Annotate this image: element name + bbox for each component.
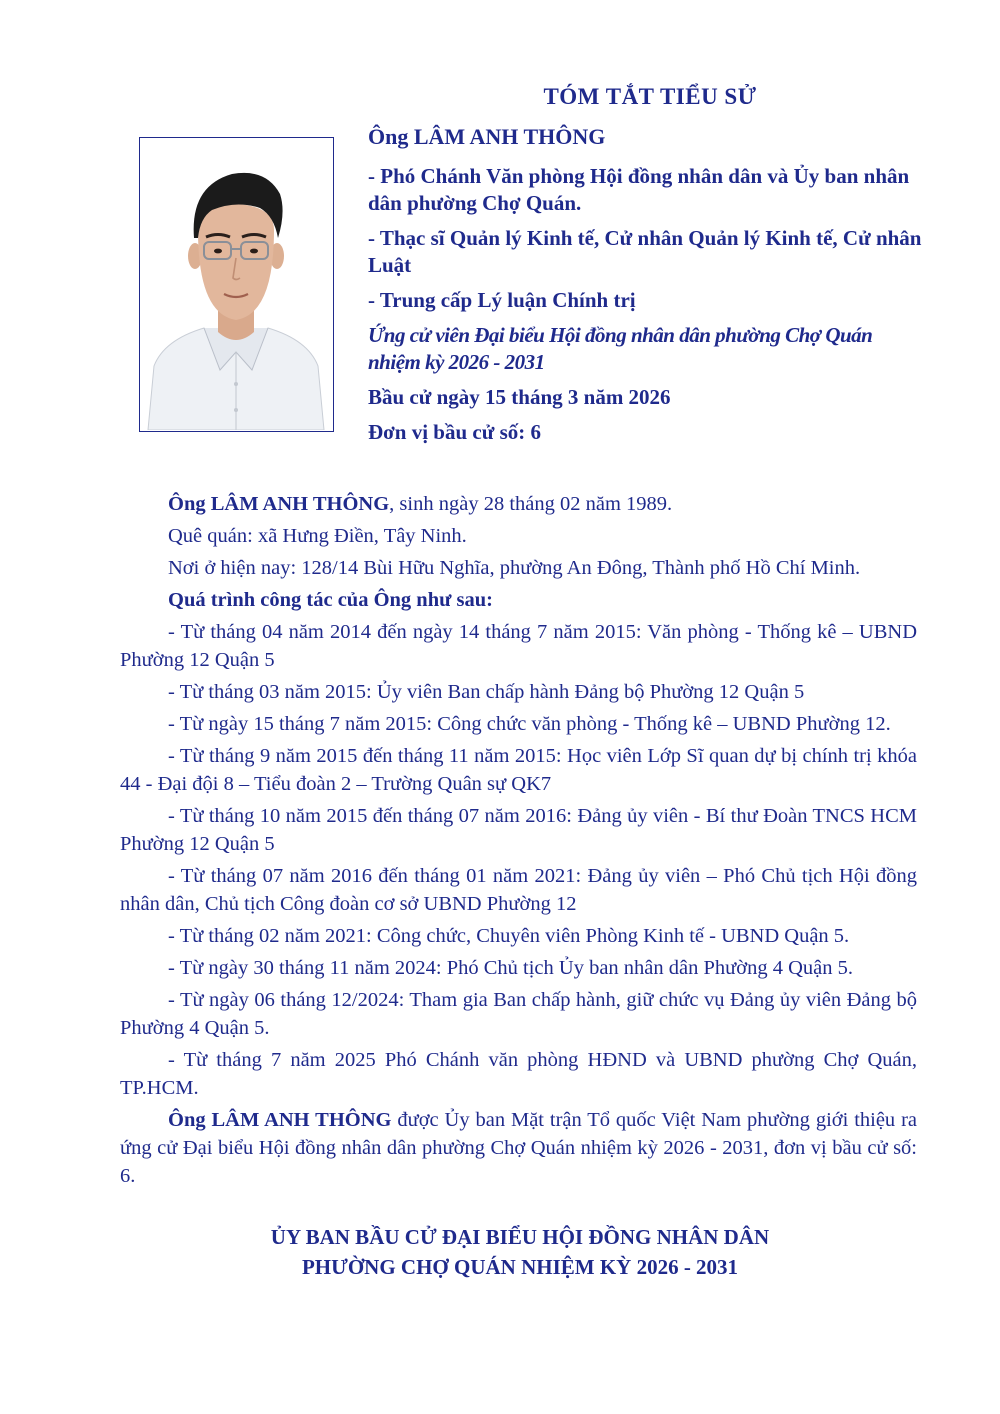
closing-paragraph (120, 1106, 917, 1190)
candidate-summary (368, 122, 928, 454)
candidacy-statement: Ứng cử viên Đại biểu Hội đồng nhân dân phường Chợ Quán nhiệm kỳ 2026 - 2031 (368, 323, 873, 374)
position-item: - Trung cấp Lý luận Chính trị (368, 288, 636, 312)
bio-name: Ông LÂM ANH THÔNG (168, 493, 390, 515)
career-item: - Từ tháng 03 năm 2015: Ủy viên Ban chấp hành Đảng bộ Phường 12 Quận 5 (168, 681, 805, 703)
career-item: - Từ tháng 7 năm 2025 Phó Chánh văn phòng HĐND và UBND phường Chợ Quán, TP.HCM. (120, 1049, 917, 1099)
closing-name: Ông LÂM ANH THÔNG (168, 1109, 392, 1131)
portrait-illustration (140, 138, 332, 430)
committee-line-1: ỦY BAN BẦU CỬ ĐẠI BIỂU HỘI ĐỒNG NHÂN DÂN (270, 1225, 770, 1249)
career-item: - Từ tháng 9 năm 2015 đến tháng 11 năm 2015: Học viên Lớp Sĩ quan dự bị chính trị khóa 44 - Đại đội 8 – Tiểu đoàn 2 – Trường Quân sự QK7 (120, 745, 917, 795)
position-item: - Thạc sĩ Quản lý Kinh tế, Cử nhân Quản lý Kinh tế, Cử nhân Luật (368, 226, 922, 277)
career-item: - Từ tháng 07 năm 2016 đến tháng 01 năm 2021: Đảng ủy viên – Phó Chủ tịch Hội đồng nhân dân, Chủ tịch Công đoàn cơ sở UBND Phường 12 (120, 865, 917, 915)
career-heading: Quá trình công tác của Ông như sau: (168, 589, 493, 611)
issuing-committee (160, 1222, 880, 1282)
biography-body (120, 490, 917, 1194)
hometown-paragraph: Quê quán: xã Hưng Điền, Tây Ninh. (168, 525, 467, 547)
career-item: - Từ ngày 06 tháng 12/2024: Tham gia Ban chấp hành, giữ chức vụ Đảng ủy viên Đảng bộ Phường 4 Quận 5. (120, 989, 917, 1039)
position-item: - Phó Chánh Văn phòng Hội đồng nhân dân và Ủy ban nhân dân phường Chợ Quán. (368, 164, 910, 215)
closing-text: được Ủy ban Mặt trận Tổ quốc Việt Nam phường giới thiệu ra ứng cử Đại biểu Hội đồng nhân dân phường Chợ Quán nhiệm kỳ 2026 - 2031, đơn vị bầu cử số: 6. (120, 1109, 917, 1187)
career-item: - Từ ngày 30 tháng 11 năm 2024: Phó Chủ tịch Ủy ban nhân dân Phường 4 Quận 5. (168, 957, 854, 979)
election-date: Bầu cử ngày 15 tháng 3 năm 2026 (368, 385, 671, 409)
birth-text: , sinh ngày 28 tháng 02 năm 1989. (389, 493, 673, 515)
candidate-name: Ông LÂM ANH THÔNG (368, 124, 606, 149)
birth-paragraph (120, 490, 917, 518)
constituency: Đơn vị bầu cử số: 6 (368, 420, 542, 444)
career-item: - Từ ngày 15 tháng 7 năm 2015: Công chức văn phòng - Thống kê – UBND Phường 12. (168, 713, 891, 735)
residence-paragraph: Nơi ở hiện nay: 128/14 Bùi Hữu Nghĩa, phường An Đông, Thành phố Hồ Chí Minh. (168, 557, 861, 579)
career-item: - Từ tháng 10 năm 2015 đến tháng 07 năm 2016: Đảng ủy viên - Bí thư Đoàn TNCS HCM Phường 12 Quận 5 (120, 805, 917, 855)
committee-line-2: PHƯỜNG CHỢ QUÁN NHIỆM KỲ 2026 - 2031 (301, 1255, 739, 1279)
career-item: - Từ tháng 02 năm 2021: Công chức, Chuyên viên Phòng Kinh tế - UBND Quận 5. (168, 925, 850, 947)
candidate-photo (139, 137, 334, 432)
page-title: TÓM TẮT TIỂU SỬ (543, 84, 757, 109)
career-item: - Từ tháng 04 năm 2014 đến ngày 14 tháng 7 năm 2015: Văn phòng - Thống kê – UBND Phường 12 Quận 5 (120, 621, 917, 671)
